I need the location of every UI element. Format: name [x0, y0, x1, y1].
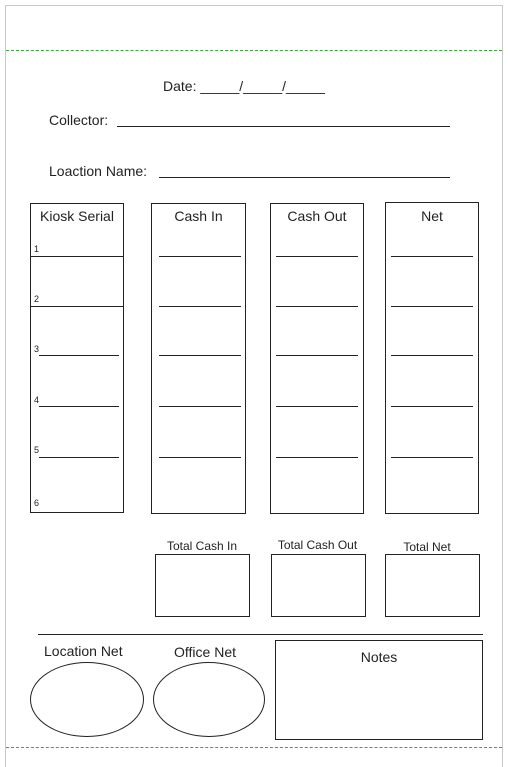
section-divider [38, 634, 483, 635]
net-line-1[interactable] [391, 256, 473, 257]
total-cash-out-box[interactable] [271, 554, 366, 617]
cash-out-header: Cash Out [287, 208, 347, 224]
office-net-label: Office Net [174, 644, 236, 660]
cash-out-line-1[interactable] [276, 256, 358, 257]
serial-line-2[interactable] [31, 306, 123, 307]
cash-out-line-3[interactable] [276, 355, 358, 356]
location-name-field[interactable] [159, 177, 450, 178]
row-number-6: 6 [34, 498, 40, 508]
top-cut-guide [6, 50, 502, 51]
net-line-4[interactable] [391, 406, 473, 407]
row-number-1: 1 [34, 244, 40, 254]
cash-in-line-1[interactable] [159, 256, 241, 257]
row-number-3: 3 [34, 344, 40, 354]
cash-in-line-4[interactable] [159, 406, 241, 407]
net-column [385, 202, 479, 514]
cash-in-column [151, 203, 246, 514]
collector-field[interactable] [117, 126, 450, 127]
location-name-label: Loaction Name: [49, 163, 148, 179]
location-net-oval[interactable] [30, 662, 144, 737]
collector-label: Collector: [49, 112, 109, 128]
serial-line-1[interactable] [31, 256, 123, 257]
date-field: Date: _____/_____/_____ [163, 78, 325, 94]
net-line-2[interactable] [391, 306, 473, 307]
cash-out-line-4[interactable] [276, 406, 358, 407]
kiosk-serial-column [30, 203, 124, 513]
net-header: Net [421, 208, 443, 224]
cash-in-line-2[interactable] [159, 306, 241, 307]
bottom-cut-guide [6, 747, 502, 748]
row-number-5: 5 [34, 445, 40, 455]
row-number-2: 2 [34, 294, 40, 304]
total-net-box[interactable] [385, 554, 480, 617]
notes-box[interactable] [275, 640, 483, 740]
serial-line-5[interactable] [39, 457, 119, 458]
cash-in-header: Cash In [174, 208, 223, 224]
office-net-oval[interactable] [153, 662, 265, 737]
net-line-3[interactable] [391, 355, 473, 356]
cash-out-column [270, 203, 364, 514]
total-cash-in-label: Total Cash In [166, 539, 238, 553]
notes-label: Notes [360, 649, 398, 665]
cash-in-line-5[interactable] [159, 457, 241, 458]
kiosk-serial-header: Kiosk Serial [40, 208, 114, 224]
serial-line-4[interactable] [39, 406, 119, 407]
cash-out-line-2[interactable] [276, 306, 358, 307]
serial-line-3[interactable] [39, 355, 119, 356]
row-number-4: 4 [34, 395, 40, 405]
location-net-label: Location Net [44, 643, 123, 659]
cash-in-line-3[interactable] [159, 355, 241, 356]
cash-out-line-5[interactable] [276, 457, 358, 458]
total-cash-in-box[interactable] [155, 554, 250, 617]
net-line-5[interactable] [391, 457, 473, 458]
total-cash-out-label: Total Cash Out [277, 538, 358, 552]
total-net-label: Total Net [403, 540, 451, 554]
